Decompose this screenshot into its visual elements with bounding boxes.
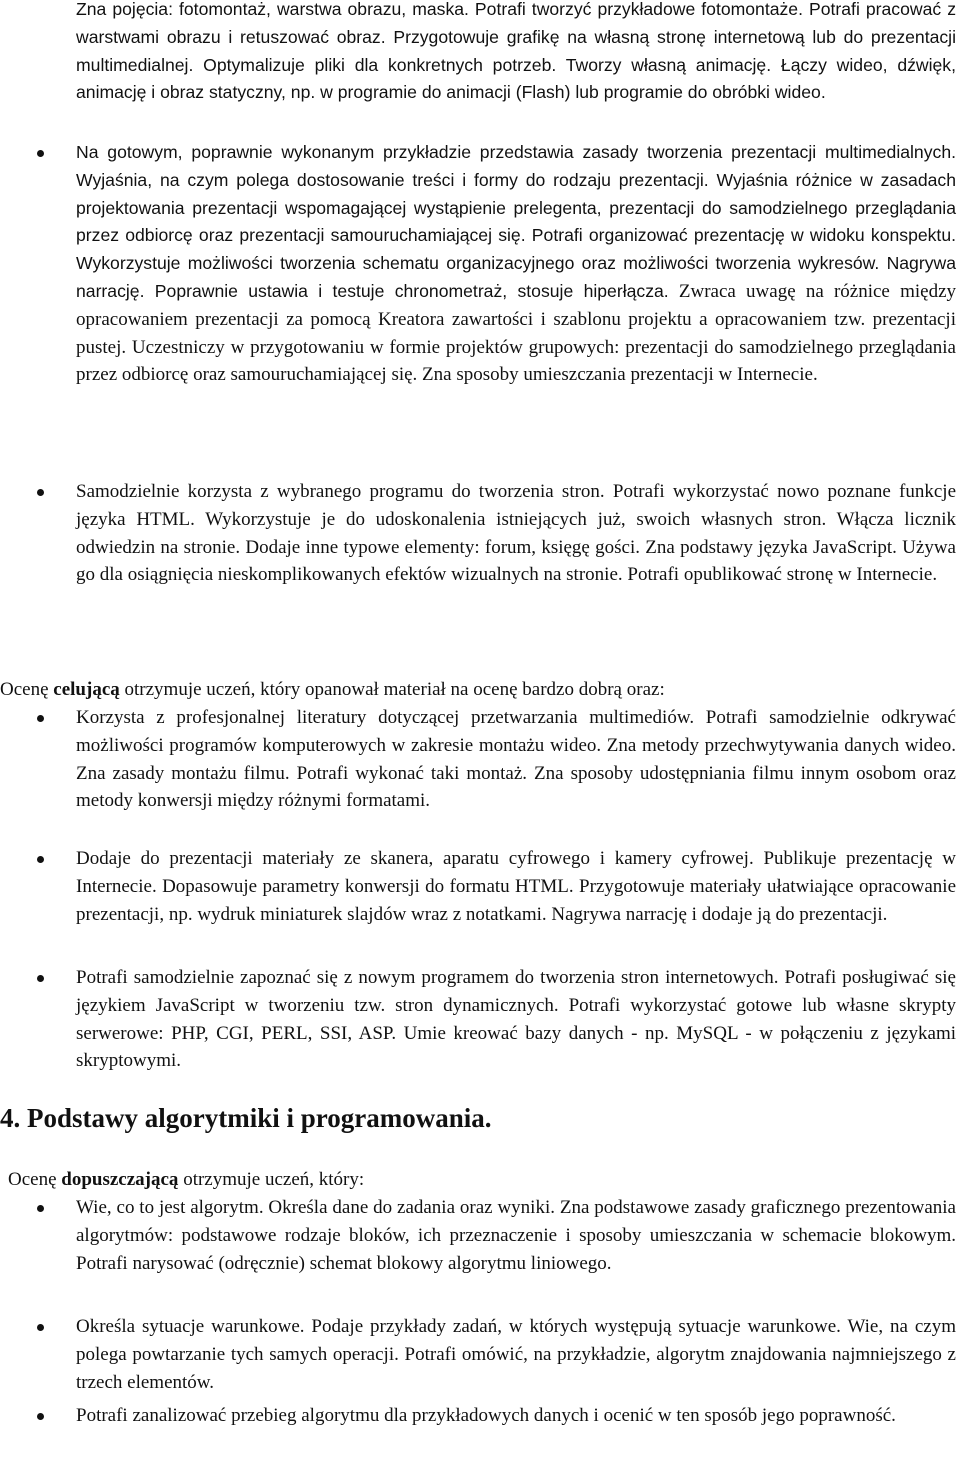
list-item bbox=[0, 964, 956, 1075]
bullet-dot-icon bbox=[37, 150, 44, 157]
bullet-text: Na gotowym, poprawnie wykonanym przykładzie przedstawia zasady tworzenia prezentacji multimedialnych. Wyjaśnia, na czym polega dostosowanie treści i formy do rodzaju prezentacji. Wyjaśnia różnice w zasadach projektowania prezentacji wspomagającej wystąpienie prelegenta, prezentacji do samodzielnego przeglądania przez odbiorcę oraz prezentacji samouruchamiającej się. Potrafi organizować prezentację w widoku konspektu. Wykorzystuje możliwości tworzenia schematu organizacyjnego oraz możliwości tworzenia wykresów. Nagrywa narrację. Poprawnie ustawia i testuje chronometraż, stosuje hiperłącza. bbox=[76, 142, 956, 301]
list-item bbox=[0, 704, 956, 815]
grade-dopuszczajaca-intro bbox=[8, 1166, 960, 1194]
grade-name: celującą bbox=[53, 679, 120, 700]
bullet-dot-icon bbox=[37, 856, 44, 863]
list-item bbox=[0, 1194, 956, 1277]
intro-prefix: Ocenę bbox=[8, 1169, 62, 1190]
list-item bbox=[0, 1313, 956, 1396]
list-item bbox=[0, 1402, 956, 1430]
intro-prefix: Ocenę bbox=[0, 679, 54, 700]
bullet-text: Określa sytuacje warunkowe. Podaje przykłady zadań, w których występują sytuacje warunkowe. Wie, na czym polega powtarzanie tych samych operacji. Potrafi omówić, na przykładzie, algorytm znajdowania najmniejszego z trzech elementów. bbox=[76, 1316, 956, 1393]
bullet-dot-icon bbox=[37, 975, 44, 982]
bullet-text: Potrafi zanalizować przebieg algorytmu dla przykładowych danych i ocenić w ten sposób jego poprawność. bbox=[76, 1405, 896, 1426]
list-item bbox=[0, 478, 956, 589]
bullet-dot-icon bbox=[37, 1205, 44, 1212]
list-item bbox=[0, 845, 956, 928]
list-item bbox=[0, 0, 956, 107]
bullet-text: Potrafi samodzielnie zapoznać się z nowym programem do tworzenia stron internetowych. Potrafi posługiwać się językiem JavaScript w tworzeniu tzw. stron dynamicznych. Potrafi wykorzystać gotowe lub własne skrypty serwerowe: PHP, CGI, PERL, SSI, ASP. Umie kreować bazy danych - np. MySQL - w połączeniu z językami skryptowymi. bbox=[76, 967, 956, 1072]
intro-suffix: otrzymuje uczeń, który: bbox=[178, 1169, 365, 1190]
section-heading: 4. Podstawy algorytmiki i programowania. bbox=[0, 1103, 492, 1133]
grade-name: dopuszczającą bbox=[61, 1169, 179, 1190]
bullet-text: Dodaje do prezentacji materiały ze skanera, aparatu cyfrowego i kamery cyfrowej. Publikuje prezentację w Internecie. Dopasowuje parametry konwersji do formatu HTML. Przygotowuje materiały ułatwiające opracowanie prezentacji, np. wydruk miniaturek slajdów wraz z notatkami. Nagrywa narrację i dodaje ją do prezentacji. bbox=[76, 848, 956, 925]
grade-celujaca-intro bbox=[0, 676, 960, 704]
bullet-text: Zna pojęcia: fotomontaż, warstwa obrazu, maska. Potrafi tworzyć przykładowe fotomontaże. Potrafi pracować z warstwami obrazu i retuszować obraz. Przygotowuje grafikę na własną stronę internetową lub do prezentacji multimedialnej. Optymalizuje pliki dla konkretnych potrzeb. Tworzy własną animację. Łączy wideo, dźwięk, animację i obraz statyczny, np. w programie do animacji (Flash) lub programie do obróbki wideo. bbox=[76, 0, 956, 103]
bullet-dot-icon bbox=[37, 1413, 44, 1420]
bullet-text-continued: Zwraca uwagę na różnice między opracowaniem prezentacji za pomocą Kreatora zawartości i szablonu projektu a opracowaniem tzw. prezentacji pustej. Uczestniczy w przygotowaniu w formie projektów grupowych: prezentacji do samodzielnego przeglądania przez odbiorcę oraz samouruchamiającej się. Zna sposoby umieszczania prezentacji w Internecie. bbox=[76, 280, 956, 386]
intro-suffix: otrzymuje uczeń, który opanował materiał na ocenę bardzo dobrą oraz: bbox=[119, 679, 665, 700]
list-item bbox=[0, 139, 956, 389]
bullet-dot-icon bbox=[37, 1324, 44, 1331]
bullet-text: Samodzielnie korzysta z wybranego programu do tworzenia stron. Potrafi wykorzystać nowo poznane funkcje języka HTML. Wykorzystuje je do udoskonalenia istniejących już, swoich własnych stron. Włącza licznik odwiedzin na stronie. Dodaje inne typowe elementy: forum, księgę gości. Zna podstawy języka JavaScript. Używa go dla osiągnięcia nieskomplikowanych efektów wizualnych na stronie. Potrafi opublikować stronę w Internecie. bbox=[76, 481, 956, 586]
bullet-dot-icon bbox=[37, 715, 44, 722]
bullet-dot-icon bbox=[37, 489, 44, 496]
bullet-text: Wie, co to jest algorytm. Określa dane do zadania oraz wyniki. Zna podstawowe zasady graficznego prezentowania algorytmów: podstawowe rodzaje bloków, ich przeznaczenie i sposoby umieszczania w schemacie blokowym. Potrafi narysować (odręcznie) schemat blokowy algorytmu liniowego. bbox=[76, 1197, 956, 1274]
bullet-list-top bbox=[0, 0, 956, 586]
bullet-text: Korzysta z profesjonalnej literatury dotyczącej przetwarzania multimediów. Potrafi samodzielnie odkrywać możliwości programów komputerowych w zakresie montażu wideo. Zna metody przechwytywania danych wideo. Zna zasady montażu filmu. Potrafi wykonać taki montaż. Zna sposoby udostępniania filmu innym osobom oraz metody konwersji między różnymi formatami. bbox=[76, 707, 956, 812]
